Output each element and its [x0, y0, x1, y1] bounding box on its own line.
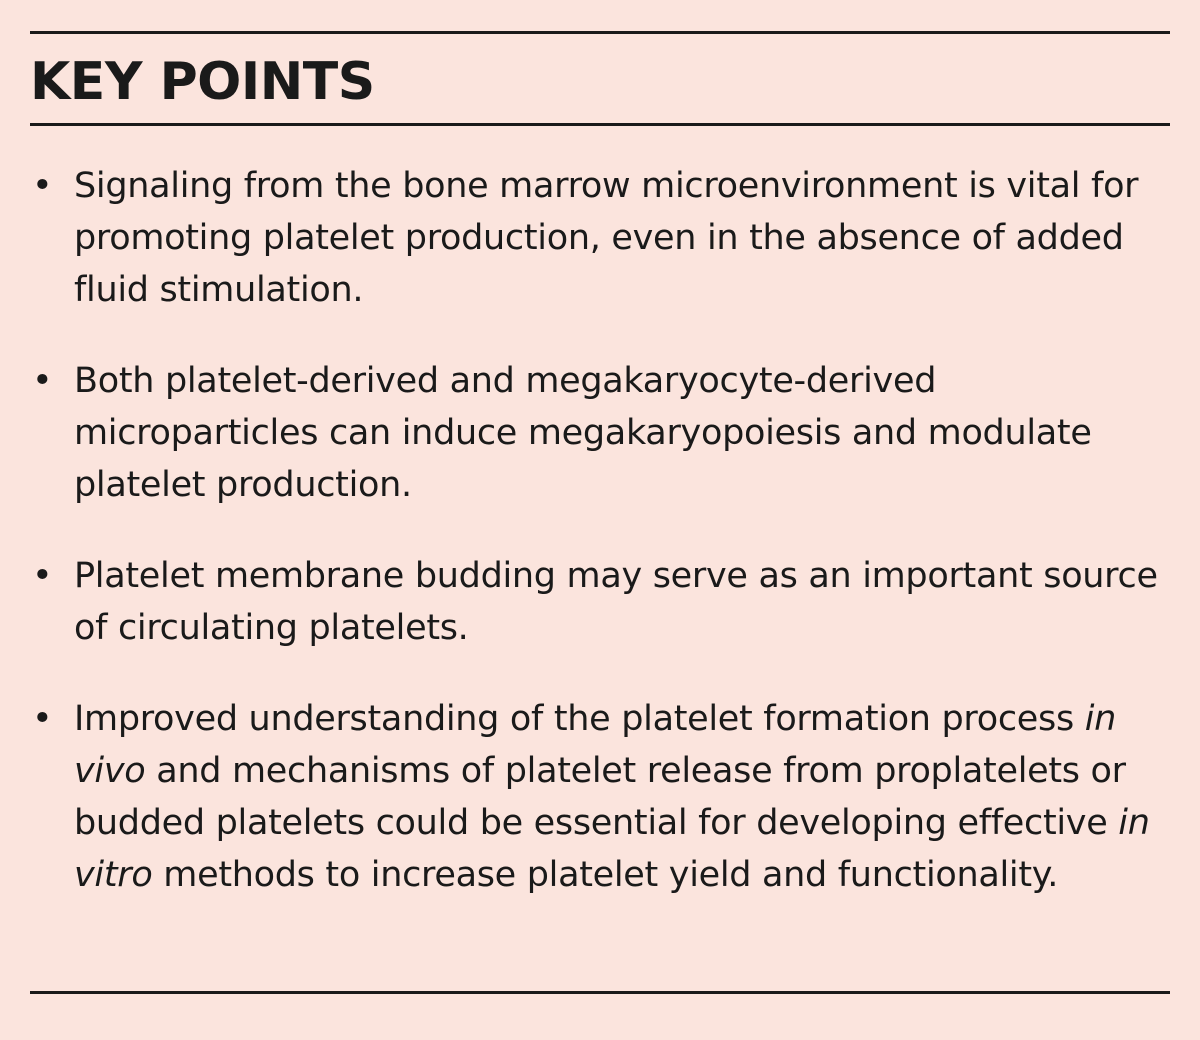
key-point-item [30, 355, 1180, 511]
bullet-icon: • [32, 699, 53, 739]
bottom-rule [30, 991, 1170, 994]
key-point-text: Both platelet-derived and megakaryocyte-derived microparticles can induce megakaryopoiesis and modulate platelet production. [74, 361, 1092, 505]
key-point-text: Platelet membrane budding may serve as an important source of circulating platelets. [74, 556, 1158, 648]
key-points-title: KEY POINTS [30, 52, 375, 112]
key-point-item [30, 693, 1180, 901]
key-point-item [30, 160, 1180, 316]
key-point-item [30, 550, 1180, 654]
top-rule [30, 31, 1170, 34]
in-vivo-term: in vivo [74, 699, 1117, 791]
key-point-text: Signaling from the bone marrow microenvironment is vital for promoting platelet production, even in the absence of added fluid stimulation. [74, 166, 1139, 310]
key-points-list [30, 160, 1180, 940]
bullet-icon: • [32, 556, 53, 596]
bullet-icon: • [32, 166, 53, 206]
title-divider [30, 123, 1170, 126]
key-point-text: Improved understanding of the platelet formation process in vivo and mechanisms of platelet release from proplatelets or budded platelets could be essential for developing effective in vitro methods to increase platelet yield and functionality. [74, 699, 1150, 895]
in-vitro-term: in vitro [74, 803, 1150, 895]
bullet-icon: • [32, 361, 53, 401]
